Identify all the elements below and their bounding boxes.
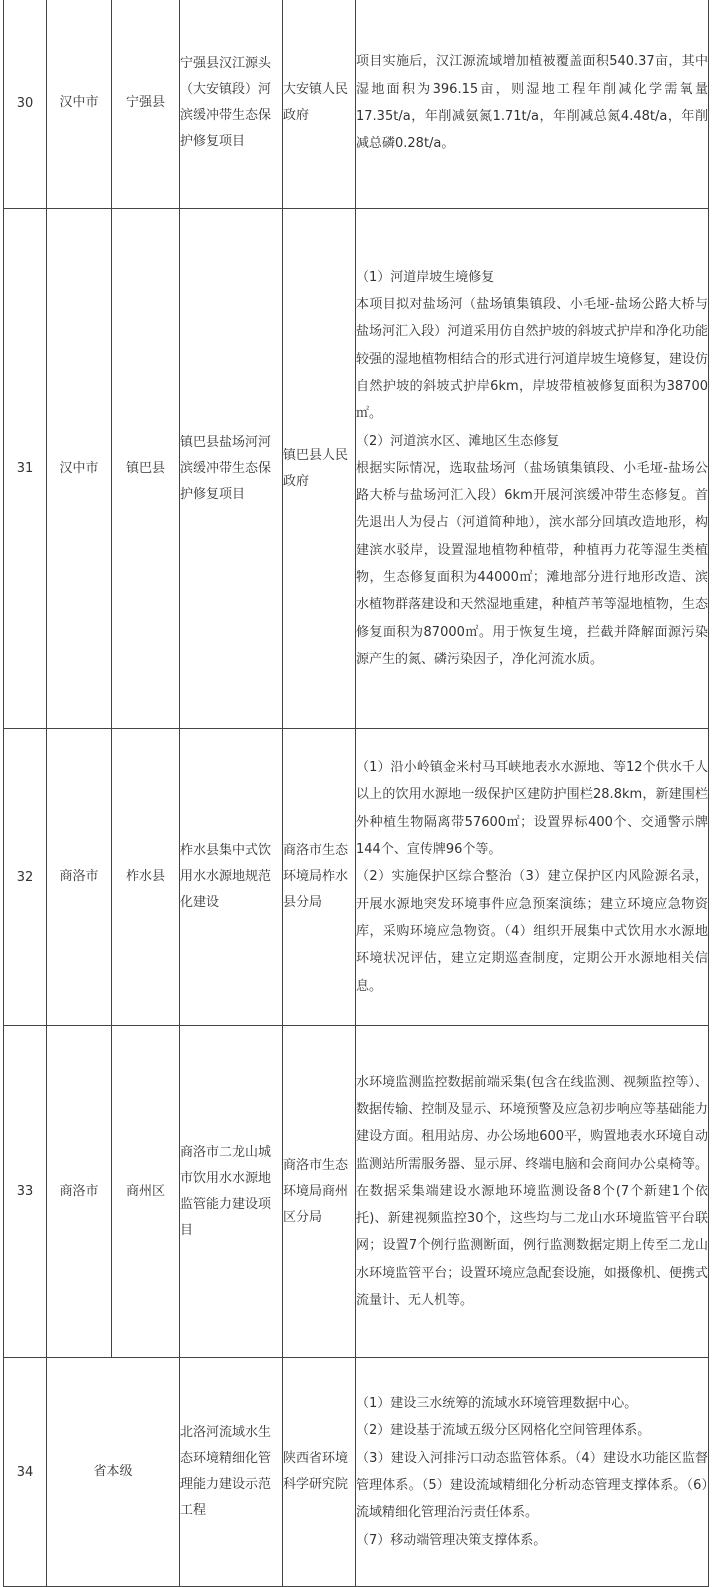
responsible-unit-cell: 镇巴县人民政府	[283, 209, 356, 729]
city-cell: 商洛市	[47, 1026, 112, 1358]
county-cell: 柞水县	[112, 729, 180, 1026]
content-paragraph: 根据实际情况，选取盐场河（盐场镇集镇段、小毛垭-盐场公路大桥与盐场河汇入段）6km开展河滨缓冲带生态修复。首先退出人为侵占（河道简种地），滨水部分回填改造地形，构建滨水驳岸，设置湿地植物种植带，种植再力花等湿生类植物，生态修复面积为44000㎡；滩地部分进行地形改造、滨水植物群落建设和天然湿地重建，种植芦苇等湿地植物，生态修复面积为87000㎡。用于恢复生境，拦截并降解面源污染源产生的氮、磷污染因子，净化河流水质。	[356, 460, 708, 667]
project-table	[3, 0, 709, 1587]
construction-content-cell	[356, 1358, 709, 1587]
table-row	[4, 1026, 709, 1358]
row-number: 33	[4, 1026, 47, 1358]
city-cell: 汉中市	[47, 209, 112, 729]
table-row	[4, 729, 709, 1026]
content-paragraph: （1）沿小岭镇金米村马耳峡地表水水源地、等12个供水千人以上的饮用水源地一级保护区建防护围栏28.8km，新建围栏外种植生物隔离带57600㎡；设置界标400个、交通警示牌144个、宣传牌96个等。	[356, 760, 708, 858]
county-cell: 宁强县	[112, 0, 180, 209]
city-cell: 省本级	[47, 1358, 180, 1587]
responsible-unit-cell: 商洛市生态环境局商州区分局	[283, 1026, 356, 1358]
content-paragraph: （1）建设三水统筹的流域水环境管理数据中心。	[356, 1396, 638, 1412]
content-paragraph: 项目实施后，汉江源流域增加植被覆盖面积540.37亩，其中湿地面积为396.15亩，则湿地工程年削减化学需氧量17.35t/a，年削减氨氮1.71t/a，年削减总氮4.48t/a，年削减总磷0.28t/a。	[356, 54, 708, 152]
content-paragraph: （2）建设基于流域五级分区网格化空间管理体系。	[356, 1423, 651, 1439]
table-row	[4, 209, 709, 729]
content-paragraph: （2）河道滨水区、滩地区生态修复	[356, 433, 560, 449]
content-paragraph: （2）实施保护区综合整治（3）建立保护区内风险源名录，开展水源地突发环境事件应急预案演练；建立环境应急物资库，采购环境应急物资。（4）组织开展集中式饮用水水源地环境状况评估，建立定期巡查制度，定期公开水源地相关信息。	[356, 869, 708, 994]
content-paragraph: （1）河道岸坡生境修复	[356, 269, 495, 285]
content-paragraph: （7）移动端管理决策支撑体系。	[356, 1532, 547, 1548]
content-paragraph: （3）建设入河排污口动态监管体系。（4）建设水功能区监督管理体系。（5）建设流域精细化分析动态管理支撑体系。（6）流域精细化管理治污责任体系。	[356, 1450, 708, 1521]
project-name-cell: 宁强县汉江源头（大安镇段）河滨缓冲带生态保护修复项目	[180, 0, 283, 209]
project-name-cell: 商洛市二龙山城市饮用水水源地监管能力建设项目	[180, 1026, 283, 1358]
responsible-unit-cell: 陕西省环境科学研究院	[283, 1358, 356, 1587]
table-row	[4, 0, 709, 209]
construction-content-cell	[356, 0, 709, 209]
row-number: 31	[4, 209, 47, 729]
city-cell: 汉中市	[47, 0, 112, 209]
row-number: 34	[4, 1358, 47, 1587]
county-cell: 镇巴县	[112, 209, 180, 729]
project-name-cell: 镇巴县盐场河河滨缓冲带生态保护修复项目	[180, 209, 283, 729]
content-paragraph: 水环境监测监控数据前端采集(包含在线监测、视频监控等）、数据传输、控制及显示、环境预警及应急初步响应等基础能力建设方面。租用站房、办公场地600平，购置地表水环境自动监测站所需服务器、显示屏、终端电脑和会商间办公桌椅等。在数据采集端建设水源地环境监测设备8个(7个新建1个依托)、新建视频监控30个，这些均与二龙山水环境监管平台联网；设置7个例行监测断面，例行监测数据定期上传至二龙山水环境监管平台；设置环境应急配套设施，如摄像机、便携式流量计、无人机等。	[356, 1074, 708, 1309]
table-row	[4, 1358, 709, 1587]
row-number: 30	[4, 0, 47, 209]
construction-content-cell	[356, 1026, 709, 1358]
responsible-unit-cell: 商洛市生态环境局柞水县分局	[283, 729, 356, 1026]
project-name-cell: 柞水县集中式饮用水水源地规范化建设	[180, 729, 283, 1026]
construction-content-cell	[356, 209, 709, 729]
project-name-cell: 北洛河流域水生态环境精细化管理能力建设示范工程	[180, 1358, 283, 1587]
construction-content-cell	[356, 729, 709, 1026]
responsible-unit-cell: 大安镇人民政府	[283, 0, 356, 209]
county-cell: 商州区	[112, 1026, 180, 1358]
city-cell: 商洛市	[47, 729, 112, 1026]
row-number: 32	[4, 729, 47, 1026]
content-paragraph: 本项目拟对盐场河（盐场镇集镇段、小毛垭-盐场公路大桥与盐场河汇入段）河道采用仿自然护坡的斜坡式护岸和净化功能较强的湿地植物相结合的形式进行河道岸坡生境修复，建设仿自然护坡的斜坡式护岸6km，岸坡带植被修复面积为38700㎡。	[356, 297, 708, 422]
